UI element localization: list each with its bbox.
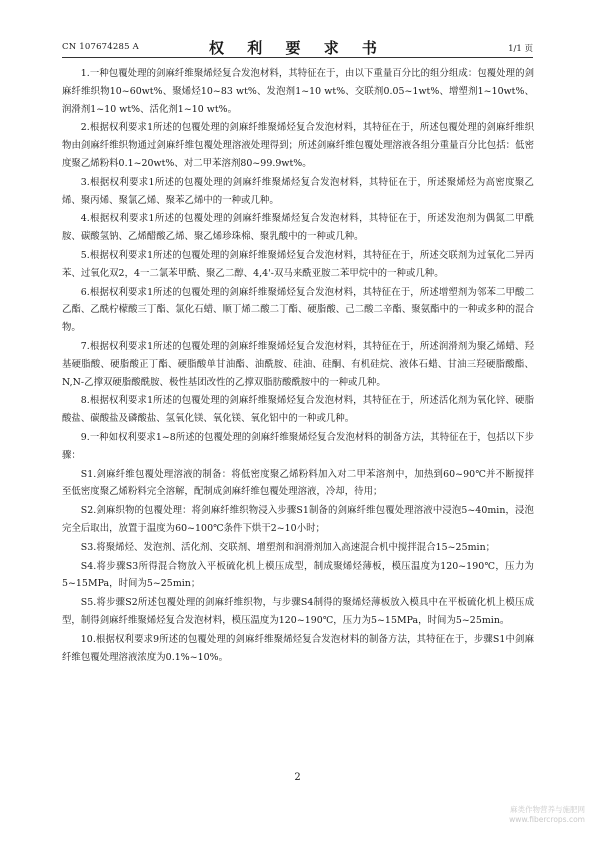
claim-1: 1.一种包覆处理的剑麻纤维聚烯烃复合发泡材料，其特征在于，由以下重量百分比的组分组成：包覆处理的剑麻纤维织物10~60wt%、聚烯烃10~83 wt%、发泡剂1~10 wt%、交联剂0.05~1wt%、增塑剂1~10wt%、润滑剂1~10 wt%、活化剂1~10 wt%。 bbox=[62, 68, 534, 115]
claim-10: 10.根据权利要求9所述的包覆处理的剑麻纤维聚烯烃复合发泡材料的制备方法，其特征在于，步骤S1中剑麻纤维包覆处理溶液浓度为0.1%~10%。 bbox=[62, 633, 534, 663]
claims-body bbox=[62, 65, 534, 667]
header-rule bbox=[62, 57, 533, 58]
step-s1: S1.剑麻纤维包覆处理溶液的制备：将低密度聚乙烯粉料加入对二甲苯溶剂中，加热到60~90℃并不断搅拌至低密度聚乙烯粉料完全溶解，配制成剑麻纤维包覆处理溶液，冷却，待用； bbox=[62, 468, 534, 498]
page-indicator: 1/1 页 bbox=[508, 44, 533, 54]
page-header bbox=[62, 36, 533, 56]
step-s2: S2.剑麻织物的包覆处理：将剑麻纤维织物浸入步骤S1制备的剑麻纤维包覆处理溶液中浸泡5~40min，浸泡完全后取出，放置于温度为60~100℃条件下烘干2~10小时； bbox=[62, 505, 534, 534]
claim-9: 9.一种如权利要求1~8所述的包覆处理的剑麻纤维聚烯烃复合发泡材料的制备方法，其特征在于，包括以下步骤： bbox=[62, 431, 534, 461]
step-s5: S5.将步骤S2所述包覆处理的剑麻纤维织物，与步骤S4制得的聚烯烃薄板放入模具中在平板硫化机上模压成型，制得剑麻纤维聚烯烃复合发泡材料，模压温度为120~190℃，压力为5~15MPa，时间为5~25min。 bbox=[62, 597, 534, 626]
claim-6: 6.根据权利要求1所述的包覆处理的剑麻纤维聚烯烃复合发泡材料，其特征在于，所述增塑剂为邻苯二甲酸二乙酯、乙酰柠檬酸三丁酯、氯化石蜡、顺丁烯二酸二丁酯、硬脂酸、己二酸二辛酯、聚氨酯中的一种或多种的混合物。 bbox=[62, 286, 534, 334]
watermark-url: www.fibercrops.com bbox=[509, 815, 585, 824]
claim-2: 2.根据权利要求1所述的包覆处理的剑麻纤维聚烯烃复合发泡材料，其特征在于，所述包覆处理的剑麻纤维织物由剑麻纤维织物通过剑麻纤维包覆处理溶液处理得到；所述剑麻纤维包覆处理溶液各组分重量百分比包括：低密度聚乙烯粉料0.1~20wt%、对二甲苯溶剂80~99.9wt%。 bbox=[62, 122, 534, 169]
claim-5: 5.根据权利要求1所述的包覆处理的剑麻纤维聚烯烃复合发泡材料，其特征在于，所述交联剂为过氧化二异丙苯、过氧化双2，4一二氯苯甲酰、聚乙二醇、4,4'-双马来酰亚胺二苯甲烷中的一种或几种。 bbox=[62, 249, 534, 279]
document-title: 权 利 要 求 书 bbox=[209, 39, 386, 57]
claim-4: 4.根据权利要求1所述的包覆处理的剑麻纤维聚烯烃复合发泡材料，其特征在于，所述发泡剂为偶氮二甲酰胺、碳酸氢钠、乙烯醋酸乙烯、聚乙烯珍珠棉、聚乳酸中的一种或几种。 bbox=[62, 213, 534, 243]
watermark-site-name: 麻类作物营养与施肥网 bbox=[510, 805, 585, 814]
claim-7: 7.根据权利要求1所述的包覆处理的剑麻纤维聚烯烃复合发泡材料，其特征在于，所述润滑剂为聚乙烯蜡、羟基硬脂酸、硬脂酸正丁酯、硬脂酸单甘油酯、油酰胺、硅油、硅酮、有机硅烷、液体石蜡、甘油三羟硬脂酸酯、N,N-乙撑双硬脂酸酰胺、极性基团改性的乙撑双脂肪酸酰胺中的一种或几种。 bbox=[62, 340, 534, 388]
watermark bbox=[509, 805, 585, 825]
step-s4: S4.将步骤S3所得混合物放入平板硫化机上模压成型，制成聚烯烃薄板，模压温度为120~190℃，压力为5~15MPa，时间为5~25min； bbox=[62, 560, 534, 590]
publication-number: CN 107674285 A bbox=[62, 42, 139, 52]
claim-3: 3.根据权利要求1所述的包覆处理的剑麻纤维聚烯烃复合发泡材料，其特征在于，所述聚烯烃为高密度聚乙烯、聚丙烯、聚氯乙烯、聚苯乙烯中的一种或几种。 bbox=[62, 176, 534, 206]
claim-8: 8.根据权利要求1所述的包覆处理的剑麻纤维聚烯烃复合发泡材料，其特征在于，所述活化剂为氧化锌、硬脂酸盐、碳酸盐及磷酸盐、氢氧化镁、氧化镁、氧化铝中的一种或几种。 bbox=[62, 395, 534, 425]
step-s3: S3.将聚烯烃、发泡剂、活化剂、交联剂、增塑剂和润滑剂加入高速混合机中搅拌混合15~25min； bbox=[80, 541, 496, 553]
page-number: 2 bbox=[294, 772, 301, 783]
